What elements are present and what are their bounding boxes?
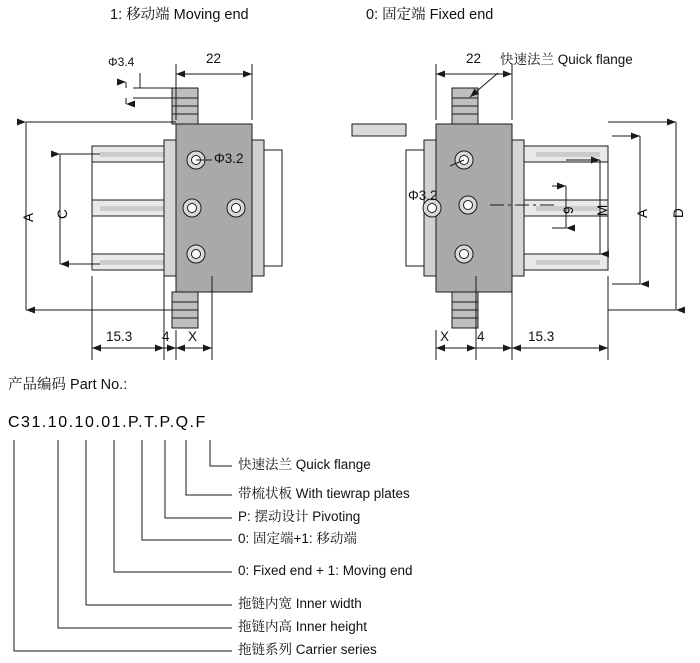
callout-phi-3-2-right: Φ3.2	[408, 188, 438, 203]
dim-right-9: 9	[561, 206, 576, 214]
heading-fixed-end: 0: 固定端 Fixed end	[366, 7, 494, 23]
legend-item-carrier-series: 拖链系列 Carrier series	[238, 642, 377, 657]
dim-left-4: 4	[162, 329, 170, 344]
dim-right-D: D	[671, 208, 686, 218]
legend-item-quick-flange: 快速法兰 Quick flange	[238, 457, 371, 472]
callout-quick-flange: 快速法兰 Quick flange	[500, 52, 633, 67]
heading-moving-end: 1: 移动端 Moving end	[110, 7, 249, 23]
dim-width-left: 22	[206, 51, 222, 66]
legend-item-inner-height: 拖链内高 Inner height	[238, 619, 368, 634]
dim-left-A: A	[21, 212, 36, 222]
legend-item-pivoting: P: 摆动设计 Pivoting	[238, 509, 361, 524]
legend-item-ends-cn: 0: 固定端+1: 移动端	[238, 531, 357, 546]
part-no-code: C31.10.10.01.P.T.P.Q.F	[8, 414, 207, 431]
dim-right-4: 4	[477, 329, 485, 344]
dim-left-X: X	[188, 329, 198, 344]
dim-left-C: C	[55, 209, 70, 219]
dim-right-15-3: 15.3	[528, 329, 555, 344]
legend-item-inner-width: 拖链内宽 Inner width	[238, 596, 362, 611]
left-chain-links	[92, 146, 176, 270]
dim-right-A: A	[635, 208, 650, 218]
callout-phi-3-4: Φ3.4	[108, 55, 135, 69]
part-no-title: 产品编码 Part No.:	[8, 377, 128, 393]
partno-leader-lines	[14, 440, 232, 651]
legend-item-tiewrap-plates: 带梳状板 With tiewrap plates	[238, 486, 410, 501]
callout-phi-3-2-left: Φ3.2	[214, 151, 244, 166]
legend-item-ends-en: 0: Fixed end + 1: Moving end	[238, 563, 413, 578]
dim-width-right: 22	[466, 51, 482, 66]
dim-right-X: X	[440, 329, 450, 344]
dim-right-M: M	[595, 204, 610, 216]
dim-left-15-3: 15.3	[106, 329, 133, 344]
